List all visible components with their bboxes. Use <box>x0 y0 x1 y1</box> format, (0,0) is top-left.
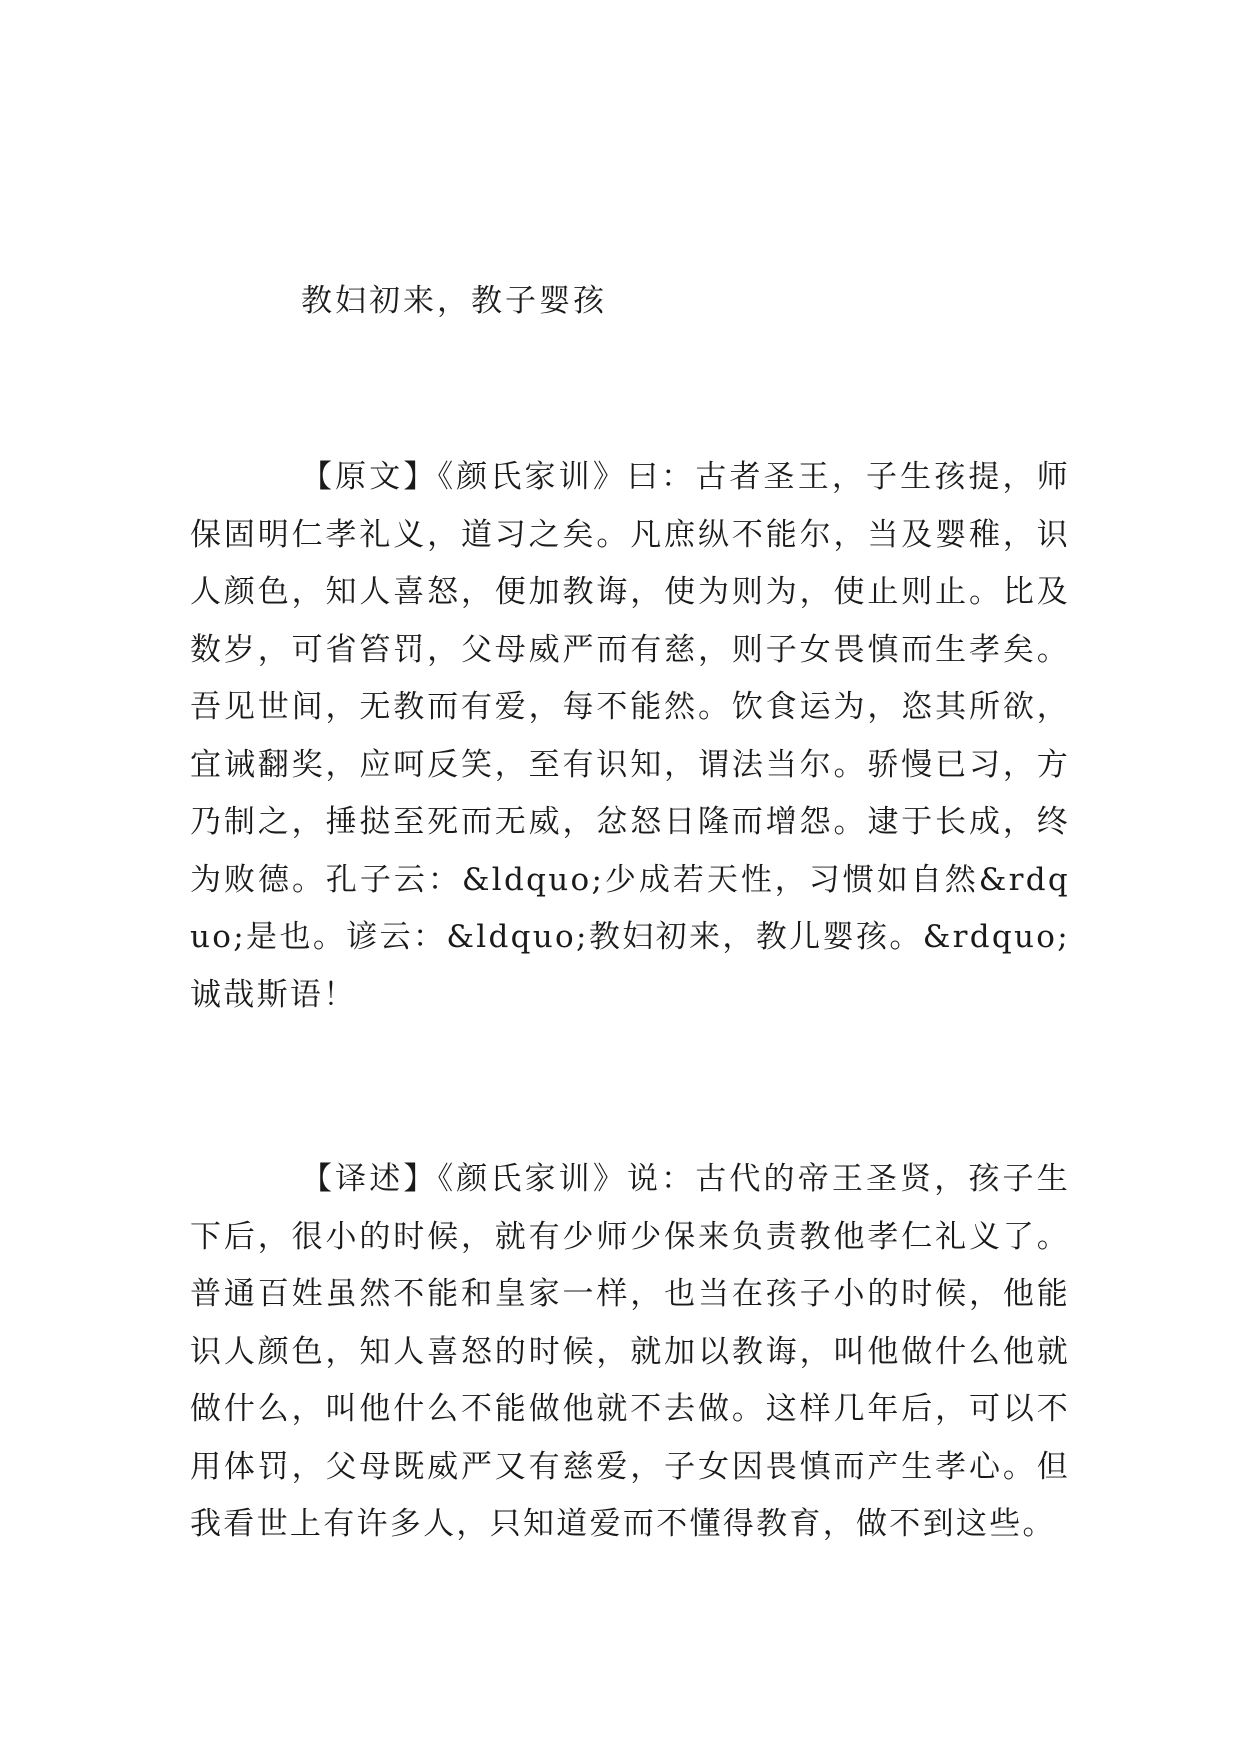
document-title: 教妇初来，教子婴孩 <box>301 283 607 319</box>
paragraph-translation <box>190 1151 1070 1554</box>
paragraph-body: 《颜氏家训》曰：古者圣王，子生孩提，师保固明仁孝礼义，道习之矣。凡庶纵不能尔，当及婴稚，识人颜色，知人喜怒，便加教诲，使为则为，使止则止。比及数岁，可省笞罚，父母威严而有慈，则子女畏慎而生孝矣。吾见世间，无教而有爱，每不能然。饮食运为，恣其所欲，宜诫翻奖，应呵反笑，至有识知，谓法当尔。骄慢已习，方乃制之，捶挞至死而无威，忿怒日隆而增怨。逮于长成，终为败德。孔子云：&ldquo;少成若天性，习惯如自然&rdquo;是也。谚云：&ldquo;教妇初来，教儿婴孩。&rdquo;诚哉斯语！ <box>190 459 1071 1013</box>
paragraph-body: 《颜氏家训》说：古代的帝王圣贤，孩子生下后，很小的时候，就有少师少保来负责教他孝仁礼义了。普通百姓虽然不能和皇家一样，也当在孩子小的时候，他能识人颜色，知人喜怒的时候，就加以教诲，叫他做什么他就做什么，叫他什么不能做他就不去做。这样几年后，可以不用体罚，父母既威严又有慈爱，子女因畏慎而产生孝心。但我看世上有许多人，只知道爱而不懂得教育，做不到这些。 <box>190 1161 1071 1542</box>
paragraph-original-text <box>190 449 1070 1024</box>
paragraph-label: 【原文】 <box>301 459 438 495</box>
paragraph-label: 【译述】 <box>301 1161 438 1197</box>
